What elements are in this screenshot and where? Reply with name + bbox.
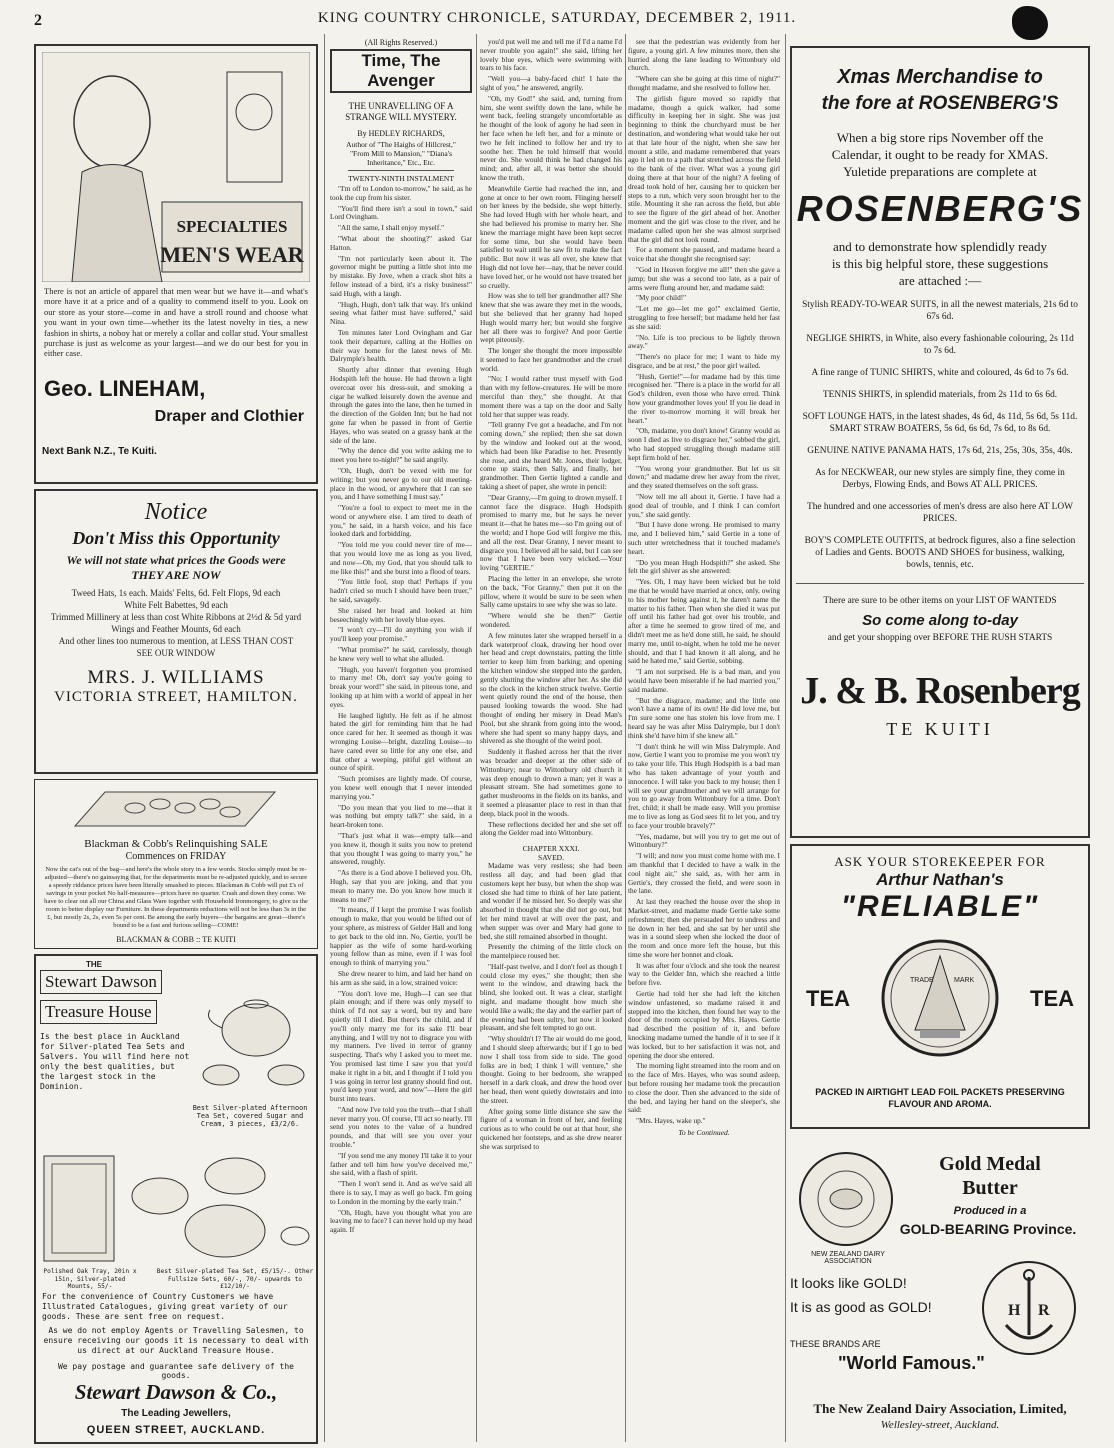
page-number: 2: [34, 12, 42, 29]
blackman-subtitle: Commences on FRIDAY: [125, 851, 227, 862]
rosenberg-item: TENNIS SHIRTS, in splendid materials, from 2s 11d to 6s 6d.: [822, 390, 1058, 400]
story-paragraph: "There's no place for me; I want to hide my disgrace, and be at rest," the poor girl wailed.: [628, 352, 780, 370]
stewart-the: THE: [86, 960, 102, 969]
blackman-p7: Be among the early buyers—the bargains are great—there's bound to be a fast and furious selling—COME!: [113, 914, 305, 929]
lineham-address: Next Bank N.Z., Te Kuiti.: [42, 446, 157, 457]
story-paragraph: Shortly after dinner that evening Hugh Hodspith left the house. He had thrown a light overcoat over his dress-suit, and smoking a cigar he walked leisurely down the avenue and through the gates into the lane, then he turned in the direction of the Golden Inn; but he had not gone far when he passed in front of Gertie Hayes, who was seated on a grassy bank at the side of the lane.: [330, 365, 472, 445]
column-5: [790, 34, 1090, 1448]
rosenberg-name: J. & B. Rosenberg: [800, 670, 1080, 712]
column-rule: [324, 34, 325, 1442]
rosenberg-come: So come along to-day: [862, 612, 1018, 629]
story-subtitle: THE UNRAVELLING OF A STRANGE WILL MYSTERY.: [345, 101, 457, 122]
story-paragraph: "Oh, my God!" she said, and, turning from him, she went swiftly down the lane, while he went back, feeling strangely uncomfortable as he thought of the look of agony he had seen in her face when he left her, and for a minute or two he felt inclined to follow her and try to soothe her. Then he told himself that would never do. She would think he had changed his mind; and, after all, it was better she should know the truth.: [480, 93, 622, 182]
rosenberg-intro: When a big store rips November off the Calendar, it ought to be ready for XMAS. Yuletide preparations are complete at: [831, 130, 1049, 179]
column-rule: [625, 34, 626, 1442]
stewart-name2: Treasure House: [40, 1000, 157, 1024]
williams-name: MRS. J. WILLIAMS: [87, 667, 265, 688]
rosenberg-item: BOY'S COMPLETE OUTFITS, at bedrock figures, also a fine selection of Ladies and Gents. BOOTS AND SHOES for business, walking, bowls, tennis, etc.: [804, 536, 1076, 570]
rosenberg-getshop: and get your shopping over BEFORE THE RUSH STARTS: [827, 633, 1053, 643]
story-paragraph: "God in Heaven forgive me all!" then she gave a jump; but she was a second too late, as a pair of arms were flung around her, and madame said:: [628, 264, 780, 292]
rosenberg-ad: [790, 46, 1090, 838]
dairy-famous: "World Famous.": [838, 1353, 985, 1373]
williams-sub2: THEY ARE NOW: [131, 568, 221, 582]
column-2: [330, 34, 472, 1448]
masthead: [0, 0, 1114, 34]
notice-heading: Notice: [144, 499, 208, 525]
tea-right: TEA: [1030, 986, 1074, 1011]
story-column-b: [480, 38, 622, 838]
chapter-number: CHAPTER XXXI.: [522, 844, 580, 854]
blackman-body: [43, 866, 309, 930]
nathan-packed: PACKED IN AIRTIGHT LEAD FOIL PACKETS PRESERVING FLAVOUR AND AROMA.: [815, 1087, 1065, 1109]
story-paragraph: Madame was very restless; she had been restless all day, and had been glad that customers kept her busy, but when the shop was closed she had time to think of her late patient, and wonder if he missed her. So deeply was she absorbed in thought that she did not go out, but let her mind travel at will over the past, and when supper was over and Mary had gone to bed, she still remained absorbed in thought.: [480, 861, 622, 941]
story-paragraph: "You little fool, stop that! Perhaps if you hadn't cried so much I should have been truer," he said, savagely.: [330, 577, 472, 605]
lineham-ad: [34, 44, 318, 484]
nathan-ask: ASK YOUR STOREKEEPER FOR: [834, 854, 1046, 869]
story-paragraph: Presently the chiming of the little clock on the mantelpiece roused her.: [480, 942, 622, 961]
story-paragraph: "Hugh, Hugh, don't talk that way. It's unkind seeing what father must have suffered," said Nina.: [330, 299, 472, 327]
dairy-title1: Gold Medal: [939, 1153, 1041, 1175]
stewart-dawson-ad: [34, 954, 318, 1444]
blackman-title: Blackman & Cobb's Relinquishing SALE: [84, 838, 268, 850]
story-rights: (All Rights Reserved.): [364, 38, 438, 47]
williams-ad: [34, 489, 318, 774]
mark-text: MARK: [954, 977, 975, 984]
williams-line2: White Felt Babettes, 9d each: [124, 600, 228, 610]
story-paragraph: "I won't cry—I'll do anything you wish if you'll keep your promise.": [330, 625, 472, 644]
story-paragraph: "But the disgrace, madame; and the little one won't have a name of its own! He did love me, but I'm sure some one has stolen his love from me. I heard say he was after Miss Dalrymple, but I don't think she'd have him if she knew all.": [628, 695, 780, 740]
stewart-p1: For the convenience of Country Customers we have Illustrated Catalogues, giving great variety of our goods. These are sent free on request.: [42, 1292, 288, 1321]
story-paragraph: "No; I would rather trust myself with God than with my fellow-creatures. He will be more merciful than they," she thought. At that moment there was a tap on the door and Sally told her that supper was ready.: [480, 374, 622, 419]
trade-mark-seal: [880, 938, 1000, 1058]
williams-line1: Tweed Hats, 1s each. Maids' Felts, 6d. Felt Flops, 9d each: [71, 588, 281, 598]
stewart-cap3: Best Silver-plated Tea Set, £5/15/-. Other Fullsize Sets, 60/-, 70/- upwards to £12/10/-: [156, 1268, 314, 1290]
story-paragraph: She drew nearer to him, and laid her hand on his arm as she said, in a low, strained voice:: [330, 968, 472, 987]
lineham-body: There is not an article of apparel that men wear but we have it—and what's more have it at a price and of a quality to commend itself to you. Look on our store as your store—come in and have a stroll round and choose what you want in your own time—whether its the latest novelty in ties, a new fashion in shirts, a noboy hat or merely a collar and collar stud. Your smallest purchase is just as welcome as your largest—and we do our best for you in either case.: [44, 286, 308, 359]
rosenberg-intro2: and to demonstrate how splendidly ready is this big helpful store, these suggestions are attached :—: [831, 239, 1049, 288]
logo-letter-r: R: [1038, 1302, 1050, 1319]
story-paragraph: "I don't think he will win Miss Dalrymple. And now, Gertie I want you to promise me you won't try to take your life. This Hugh Hodspith is a bad man who has taken advantage of your youth and innocence. I will take you back to my house; then I will see your grandmother and we will arrange for you to go away from Wittonbury for a time. Don't fret, child; it shall be made easy. Will you promise me to live as long as God sees fit to let you, and try to face your trouble bravely?": [628, 741, 780, 830]
rosenberg-item: GENUINE NATIVE PANAMA HATS, 17s 6d, 21s, 25s, 30s, 35s, 40s.: [807, 446, 1073, 456]
story-paragraph: "Then I won't send it. And as we've said all there is to say, I may as well go back. I'm going to London in the morning by the early train.": [330, 1179, 472, 1206]
rosenberg-also: There are sure to be other items on your LIST OF WANTEDS: [823, 596, 1057, 606]
rosenberg-item: The hundred and one accessories of men's dress are also here AT LOW PRICES.: [806, 502, 1073, 524]
stewart-cap2: Polished Oak Tray, 20in x 15in, Silver-plated Mounts, 55/-: [43, 1268, 137, 1290]
rosenberg-item: Stylish READY-TO-WEAR SUITS, in all the newest materials, 21s 6d to 67s 6d.: [802, 300, 1078, 322]
story-paragraph: "Yes. Oh, I may have been wicked but he told me that he would have married at once, only, owing to his mother being against it, he daren't name the matter to his father. Then when she died it was put off until his father had got over his trouble, and after a time he seemed to grow tired of me, and didn't meet me as he'd done still, he said, he should marry me, until to-night, when he told me he never should, and that I had known it all along, and he said he hated me," said Gertie, sobbing.: [628, 577, 780, 666]
story-paragraph: "You told me you could never tire of me—that you would love me as long as you lived, and now—Oh, my God, that you should talk to me like this!" and she burst into a flood of tears.: [330, 540, 472, 576]
story-paragraph: For a moment she paused, and madame heard a voice that she thought she recognised say:: [628, 245, 780, 264]
stewart-signature: Stewart Dawson & Co.,: [74, 1380, 278, 1404]
stewart-address: QUEEN STREET, AUCKLAND.: [86, 1424, 266, 1436]
rosenberg-big: ROSENBERG'S: [796, 188, 1084, 229]
williams-line4: Wings and Feather Mounts, 6d each: [111, 624, 241, 634]
story-paragraph: "I will; and now you must come home with me. I am thankful that I decided to have a walk in the cool night air," she said, as, with her arm in Gertie's, they crossed the field, and were soon in the lane.: [628, 851, 780, 896]
williams-sub1: We will not state what prices the Goods were: [66, 553, 286, 567]
nathan-ad: [790, 844, 1090, 1129]
story-paragraph: A few minutes later she wrapped herself in a dark waterproof cloak, drawing her hood over her head and crept downstairs, patting the little terrier to keep him from barking; and opening the kitchen window she stepped into the garden, gently shutting the window after her. As she did so the clock in the kitchen struck twelve. Gertie went quietly round the end of the house, then paused looking towards the wood. She had thought of ending her misery in Dead Man's Pool, but she shrank from going into the wood, where she had spent so many happy days, and shivered as she thought of the weird pool.: [480, 630, 622, 746]
story-paragraph: see that the pedestrian was evidently from her figure, a young girl. A few minutes more, then she hurried along the lane leading to Wittonbury old church.: [628, 37, 780, 73]
williams-line6: SEE OUR WINDOW: [136, 648, 216, 658]
story-paragraph: "It means, if I kept the promise I was foolish enough to make, that you would be lifted out of your sphere, as mistress of Gelder Hall and long to get back to the old inn. No, Gertie, you'll be happier as the wife of some hard-working young fellow than as mine, even if I was fool enough to think of marrying you.": [330, 905, 472, 968]
dairy-gold1: It looks like GOLD!: [790, 1275, 907, 1291]
column-3: [480, 34, 622, 1448]
story-paragraph: The longer she thought the more impossible it seemed to face her grandmother and the cruel world.: [480, 346, 622, 373]
anchor-logo: [980, 1259, 1078, 1357]
story-paragraph: "My poor child!": [636, 293, 687, 303]
story-paragraph: After going some little distance she saw the figure of a woman in front of her, and feeling curious as to who could be out at that hour, she quickened her footsteps, and as she drew nearer she was surprised to: [480, 1106, 622, 1151]
story-paragraph: These reflections decided her and she set off along the Gelder road into Wittonbury.: [480, 819, 622, 838]
story-paragraph: Gertie had told her she had left the kitchen window unfastened, so madame raised it and stepped into the kitchen, then found her way to the door of the room occupied by Mrs. Hayes. Gertie had described the position of it, and before knocking madame turned the handle of it to see if it was locked, but to her satisfaction it was not, and opening the door she entered.: [628, 989, 780, 1060]
story-paragraph: "You wrong your grandmother. But let us sit down;" and madame drew her away from the river, and they seated themselves on the soft grass.: [628, 463, 780, 491]
story-paragraph: "Oh, madame, you don't know! Granny would as soon I died as live to disgrace her," sobbed the girl, who had stopped struggling though madame still kept firm hold of her.: [628, 426, 780, 462]
story-column-c: [628, 38, 780, 1126]
story-paragraph: "What about the shooting?" asked Gar Hatton.: [330, 233, 472, 252]
tea-left: TEA: [806, 986, 850, 1011]
blackman-p3: Blackman & Cobb will put £'s of savings in your pocket: [46, 882, 304, 897]
story-paragraph: "You don't love me, Hugh—I can see that plain enough; and if there was only myself to think of I'd not say a word, but try and bare quietly till I died. But there's the child, and if you'll only marry me for its sake I'll bear anything, and I will try not to disgrace you with my manners. I've lived in terror of granny suspecting. That's why I asked you to meet me. You promised last time I saw you that you'd make it right in a bit, and I thought if I told you I was going in terror lest granny should find out, you'd keep your word, and now"—Here the girl burst into tears.: [330, 988, 472, 1104]
stewart-p3: We pay postage and guarantee safe delivery of the goods.: [57, 1362, 294, 1380]
lineham-trade: Draper and Clothier: [154, 408, 304, 425]
stewart-sub: The Leading Jewellers,: [121, 1408, 231, 1419]
dairy-seal-text: NEW ZEALAND DAIRY ASSOCIATION: [811, 1251, 885, 1265]
dairy-title2: Butter: [962, 1177, 1018, 1199]
dairy-produced: Produced in a: [953, 1205, 1027, 1217]
rosenberg-item: SOFT LOUNGE HATS, in the latest shades, 4s 6d, 4s 11d, 5s 6d, 5s 11d. SMART STRAW BOATERS, 5s 6d, 6s 6d, 7s 6d, to 8s 6d.: [802, 412, 1078, 434]
story-paragraph: It was after four o'clock and she took the nearest way to the Gelder Inn, which she reached a little before five.: [628, 960, 780, 988]
story-paragraph: "Where would she be then?" Gertie wondered.: [480, 611, 622, 629]
story-paragraph: "Where can she be going at this time of night?" thought madame, and she resolved to follow her.: [628, 74, 780, 92]
column-rule: [785, 34, 786, 1442]
chapter-title: SAVED.: [538, 853, 564, 863]
banner-line-2: MEN'S WEAR: [160, 242, 304, 267]
story-paragraph: "Oh, Hugh, have you thought what you are leaving me to face? I can never hold up my head again. If: [330, 1207, 472, 1235]
stewart-name1: Stewart Dawson: [40, 970, 162, 994]
story-paragraph: "Now tell me all about it, Gertie. I have had a good deal of trouble, and I think I can comfort you," she said gently.: [628, 492, 780, 519]
story-paragraph: Suddenly it flashed across her that the river was broader and deeper at the other side of Wittonbury; near to Wittonbury old church it was deep enough to drown a man; yet it was a pleasant stream. She had sometimes gone to gather mushrooms in the fields on its banks, and it seemed a pleasanter place to rest in than that deep, black pool in the woods.: [480, 747, 622, 818]
tray-illustration: [40, 1136, 314, 1266]
story-paragraph: "What promise?" he said, carelessly, though he knew very well to what she alluded.: [330, 645, 472, 663]
rosenberg-h1: Xmas Merchandise to: [837, 66, 1043, 88]
story-paragraph: He laughed lightly. He felt as if he almost hated the girl for reminding him that he had once cared for her. It seemed as though it was wronging Louise—bright, dazzling Louise—to have cared ever so little for any one else, and that other a weeping, pitiful girl without an ounce of spirit.: [330, 710, 472, 773]
blackman-sign: BLACKMAN & COBB :: TE KUITI: [116, 935, 236, 944]
dairy-province: GOLD-BEARING Province.: [899, 1221, 1077, 1237]
logo-letter-h: H: [1008, 1302, 1021, 1319]
story-paragraph: At last they reached the house over the shop in Market-street, and madame made Gertie take some refreshment; then she persuaded her to undress and lie down in her bed, and she sat by her until she was in a sound sleep when she locked the door of the room and once more left the house, but this time she wore her bonnet and cloak.: [628, 897, 780, 959]
story-author-of: Author of "The Haighs of Hillcrest," "From Mill to Mansion," "Diana's Inheritance," Etc., Etc.: [346, 140, 456, 167]
column-rule: [476, 34, 477, 1442]
story-paragraph: "I'm not particularly keen about it. The governor might be putting a little shot into me by mistake. By Jove, when a crack shot hits a fellow instead of a bird, it's a risky business!" said Hugh, with a laugh.: [330, 253, 472, 298]
story-paragraph: Ten minutes later Lord Ovingham and Gar took their departure, calling at the Hollies on their way home for the latest news of Mr. Dalrymple's health.: [330, 327, 472, 364]
story-paragraph: Meanwhile Gertie had reached the inn, and gone at once to her own room. Flinging herself on her knees by the bedside, she wept bitterly. She had loved Hugh with her whole heart, and she had believed his promise to marry her. She knew the marriage might have been kept secret for some time, but she would have been satisfied to wait until he saw fit to make the fact public. But now it was all over, she knew that Hugh did not love her—nay, that he never could have loved her, or he would not have treated her so cruelly.: [480, 183, 622, 290]
rosenberg-item: NEGLIGE SHIRTS, in White, also every fashionable colouring, 2s 11d to 7s 6d.: [806, 334, 1074, 356]
story-paragraph: "As there is a God above I believed you. Oh, Hugh, say that you are joking, and that you mean to marry me. Do you know how much it means to me?": [330, 868, 472, 904]
story-paragraph: "Why the dence did you write asking me to meet you here to-night?" he said angrily.: [330, 446, 472, 465]
dairy-gold2: It is as good as GOLD!: [790, 1299, 932, 1315]
story-paragraph: "Mrs. Hayes, wake up.": [636, 1116, 706, 1126]
column-4: [628, 34, 780, 1448]
williams-line5: And other lines too numerous to mention, at LESS THAN COST: [58, 636, 294, 646]
story-paragraph: "But I have done wrong. He promised to marry me, and I believed him," said Gertie in a tone of such utter wretchedness that it touched madame's heart.: [628, 520, 780, 556]
story-column-b2: [480, 862, 622, 1152]
story-paragraph: "Do you mean Hugh Hodspith?" she asked. She felt the girl shiver as she answered:: [628, 557, 780, 576]
rosenberg-item: As for NECKWEAR, our new styles are simply fine, they come in Derbys, Flowing Ends, and Bows AT ALL PRICES.: [815, 468, 1065, 490]
story-paragraph: "No. Life is too precious to be lightly thrown away.": [628, 332, 780, 351]
story-paragraph: "Hush, Gertie!"—for madame had by this time recognised her. "There is a place in the world for all God's children, even those who have erred. Think how your grandmother loves you! If you lie dead in the river to-morrow morning it will break her heart.": [628, 371, 780, 425]
stewart-p2: As we do not employ Agents or Travelling Salesmen, to ensure receiving our goods it is necessary to deal with us direct at our Auckland Treasure House.: [43, 1326, 309, 1355]
rosenberg-town: TE KUITI: [886, 719, 994, 739]
story-paragraph: "You're a fool to expect to meet me in the wood or anywhere else. I am tired to death of you," he said, in a harsh voice, and his face looked dark and forbidding.: [330, 503, 472, 539]
china-illustration: [65, 786, 285, 834]
nathan-name: Arthur Nathan's: [876, 870, 1004, 889]
story-paragraph: Placing the letter in an envelope, she wrote on the back, "For Granny," then put it on the pillow, where it would be sure to be seen when Sally came upstairs to see why she was so late.: [480, 574, 622, 610]
banner-line-1: SPECIALTIES: [176, 217, 288, 236]
story-paragraph: "Dear Granny,—I'm going to drown myself. I cannot face the disgrace. Hugh Hodspith promised to marry me, but he says he never meant it—that he hates me—so I'm going out of the world; and I hope God will forgive me this, and all the rest. Dear Granny, I never meant to disgrace you. I believed all he said, but I can see now that I have been very wicked.—Your loving "GERTIE.": [480, 492, 622, 573]
rosenberg-item: A fine range of TUNIC SHIRTS, white and coloured, 4s 6d to 7s 6d.: [811, 368, 1069, 378]
story-title: Time, The Avenger: [330, 49, 472, 93]
story-paragraph: "If you send me any money I'll take it to your father and tell him how you've deceived me," she said, with a flash of spirit.: [330, 1150, 472, 1178]
dairy-ad: [790, 1139, 1090, 1448]
dairy-company: The New Zealand Dairy Association, Limited,: [813, 1401, 1067, 1416]
blackman-p4: No half-measures—prices have no quarter. Crash and down they come.: [107, 890, 296, 897]
story-paragraph: "Do you mean that you lied to me—that it was nothing but empty talk?" she said, in a heart-broken tone.: [330, 802, 472, 830]
story-paragraph: "And now I've told you the truth—that I shall never marry you. Of course, I'll act so nearly. I'll send you notes to the value of a hundred pounds, and that will see you over your trouble.": [330, 1104, 472, 1150]
story-paragraph: "You'll find there isn't a soul in town," said Lord Ovingham.: [330, 203, 472, 222]
stewart-cap1: Best Silver-plated Afternoon Tea Set, covered Sugar and Cream, 3 pieces, £3/2/6.: [192, 1104, 308, 1128]
nathan-brand: "RELIABLE": [840, 890, 1040, 923]
story-instalment: TWENTY-NINTH INSTALMENT: [348, 174, 454, 183]
teaset-illustration: [196, 970, 314, 1100]
story-paragraph: "Half-past twelve, and I don't feel as though I could close my eyes," she thought; then she went to the window, and drawing back the blind, she looked out. It was a clear, starlight night, and madame thought how much she would like a walk; the day and the earlier part of the evening had been sultry, but now it looked pleasant, and she felt tempted to go out.: [480, 961, 622, 1033]
blackman-p1: Now the cat's out of the bag—and here's the whole story in a few words.: [45, 866, 237, 873]
story-paragraph: "That's just what it was—empty talk—and you knew it, though it suits you now to pretend that you thought I was going to marry you," he answered, roughly.: [330, 830, 472, 867]
story-paragraph: The girlish figure moved so rapidly that madame, though a quick walker, had some difficulty in keeping her in sight. She was just beginning to think the churchyard must be her destination, and wondering what would take her out at that late hour of the night, when she saw her mount a stile, and madame remembered that years ago it led on to a path that stretched across the field to the bank of the river. What was a young girl doing there at that hour of the night? A feeling of dread took hold of her, causing her to quicken her steps to a run, which very soon brought her to the stile. Mounting it she ran across the field, but able to see the figure of the girl ahead of her. Another moment and the girl was close to the river, and he madame called upon her she was almost surprised that the girl did not look round.: [628, 93, 780, 244]
stewart-intro: Is the best place in Auckland for Silver-plated Tea Sets and Salvers. You will find here not only the best qualities, but the largest stock in the Dominion.: [40, 1032, 190, 1091]
blackman-p6: In these departments reductions will not be less than 3s in the £, but mostly 2s, 2s, even 5s per cent.: [47, 906, 307, 921]
story-paragraph: "Let me go—let me go!" exclaimed Gertie, struggling to free herself; but madame held her fast as she said:: [628, 304, 780, 331]
story-paragraph: you'd put well me and tell me if I'd a name I'd never trouble you again!" she said, lifting her lovely blue eyes, which were swimming with tears to his face.: [480, 37, 622, 73]
story-paragraph: "Tell granny I've got a headache, and I'm not coming down," she replied; then she sat down by the window and looked out at the wood, which had been like Paradise to her. Presently she rose, and she heard Mr. Jones, their lodger, come up stairs, then Sally, and finally, her grandmother. Then Gertie lighted a candle and taking a sheet of paper, she wrote in pencil:: [480, 420, 622, 492]
lineham-name: Geo. LINEHAM,: [44, 376, 206, 401]
opportunity-heading: Don't Miss this Opportunity: [72, 528, 280, 548]
story-paragraph: "Well you—a baby-faced chit! I hate the sight of you," he answered, angrily.: [480, 74, 622, 92]
williams-address: VICTORIA STREET, HAMILTON.: [54, 689, 298, 705]
trade-text: TRADE: [910, 977, 934, 984]
story-paragraph: "All the same, I shall enjoy myself.": [338, 223, 445, 233]
blackman-ad: [34, 779, 318, 949]
story-paragraph: "Yes, madame, but will you try to get me out of Wittonbury?": [628, 831, 780, 850]
story-paragraph: She raised her head and looked at him beseechingly with her lovely blue eyes.: [330, 605, 472, 624]
story-byline: By HEDLEY RICHARDS,: [357, 129, 445, 138]
blackman-p5: We have to clear out all our China and Glass Ware together with Household Ironmongery, to give us the room to better display our Furniture.: [44, 890, 308, 913]
rosenberg-h2: the fore at ROSENBERG'S: [821, 93, 1059, 114]
story-paragraph: "Why shouldn't I? The air would do me good, and I should sleep afterwards; but if I go to bed now I shall toss from side to side. The good folks are in bed; I think I will venture," she thought. Going to her bedroom, she wrapped herself in a dark cloak, and drew the hood over her head, then went quietly downstairs and into the street.: [480, 1034, 622, 1105]
to-be-continued: To be Continued.: [678, 1128, 730, 1138]
blackman-p2: Stocks simply must be re-adjusted—there's no gainsaying that, for the departments must be re-adjusted quickly, and to secure a speedy riddance prices have been literally smashed to pieces.: [44, 866, 308, 889]
story-paragraph: How was she to tell her grandmother all? She knew that she was aware they met in the woods, but she believed that her granny had hoped Hugh would marry her; but would she forgive her all there was to forgive? And poor Gertie wept piteously.: [480, 291, 622, 345]
story-paragraph: "Oh, Hugh, don't be vexed with me for writing; but you never go to our old meeting-place in the wood, or anywhere that I can see you, and I have something I must say.": [330, 465, 472, 502]
dairy-brands: THESE BRANDS ARE: [790, 1339, 881, 1349]
story-paragraph: "I'm off to London to-morrow," he said, as he took the cup from his sister.: [330, 184, 472, 202]
mens-wear-illustration: [42, 52, 310, 282]
story-paragraph: "I am not surprised. He is a bad man, and you would have been miserable if he had married you," said madame.: [628, 667, 780, 694]
story-paragraph: The morning light streamed into the room and on to the face of Mrs. Hayes, who was sound asleep, but before rousing her madame took the precaution to close the door. Then she advanced to the side of the bed, and laying her hand on the sleeper's, she said:: [628, 1061, 780, 1115]
column-1: [34, 34, 318, 1448]
story-column-a: [330, 185, 472, 1235]
dairy-address: Wellesley-street, Auckland.: [880, 1419, 1000, 1431]
williams-line3: Trimmed Millinery at less than cost White Ribbons at 2½d & 5d yard: [50, 612, 302, 622]
divider: [796, 583, 1084, 584]
divider: [348, 170, 454, 171]
story-paragraph: "Hugh, you haven't forgotten you promised to marry me! Oh, don't say you're going to break your word!" she said, in piteous tone, and looking up at him with a world of appeal in her eyes.: [330, 664, 472, 709]
newspaper-title: KING COUNTRY CHRONICLE, SATURDAY, DECEMBER 2, 1911.: [317, 10, 797, 26]
story-paragraph: "Such promises are lightly made. Of course, you knew well enough that I never intended marrying you.": [330, 774, 472, 801]
dairy-seal: [796, 1149, 896, 1249]
